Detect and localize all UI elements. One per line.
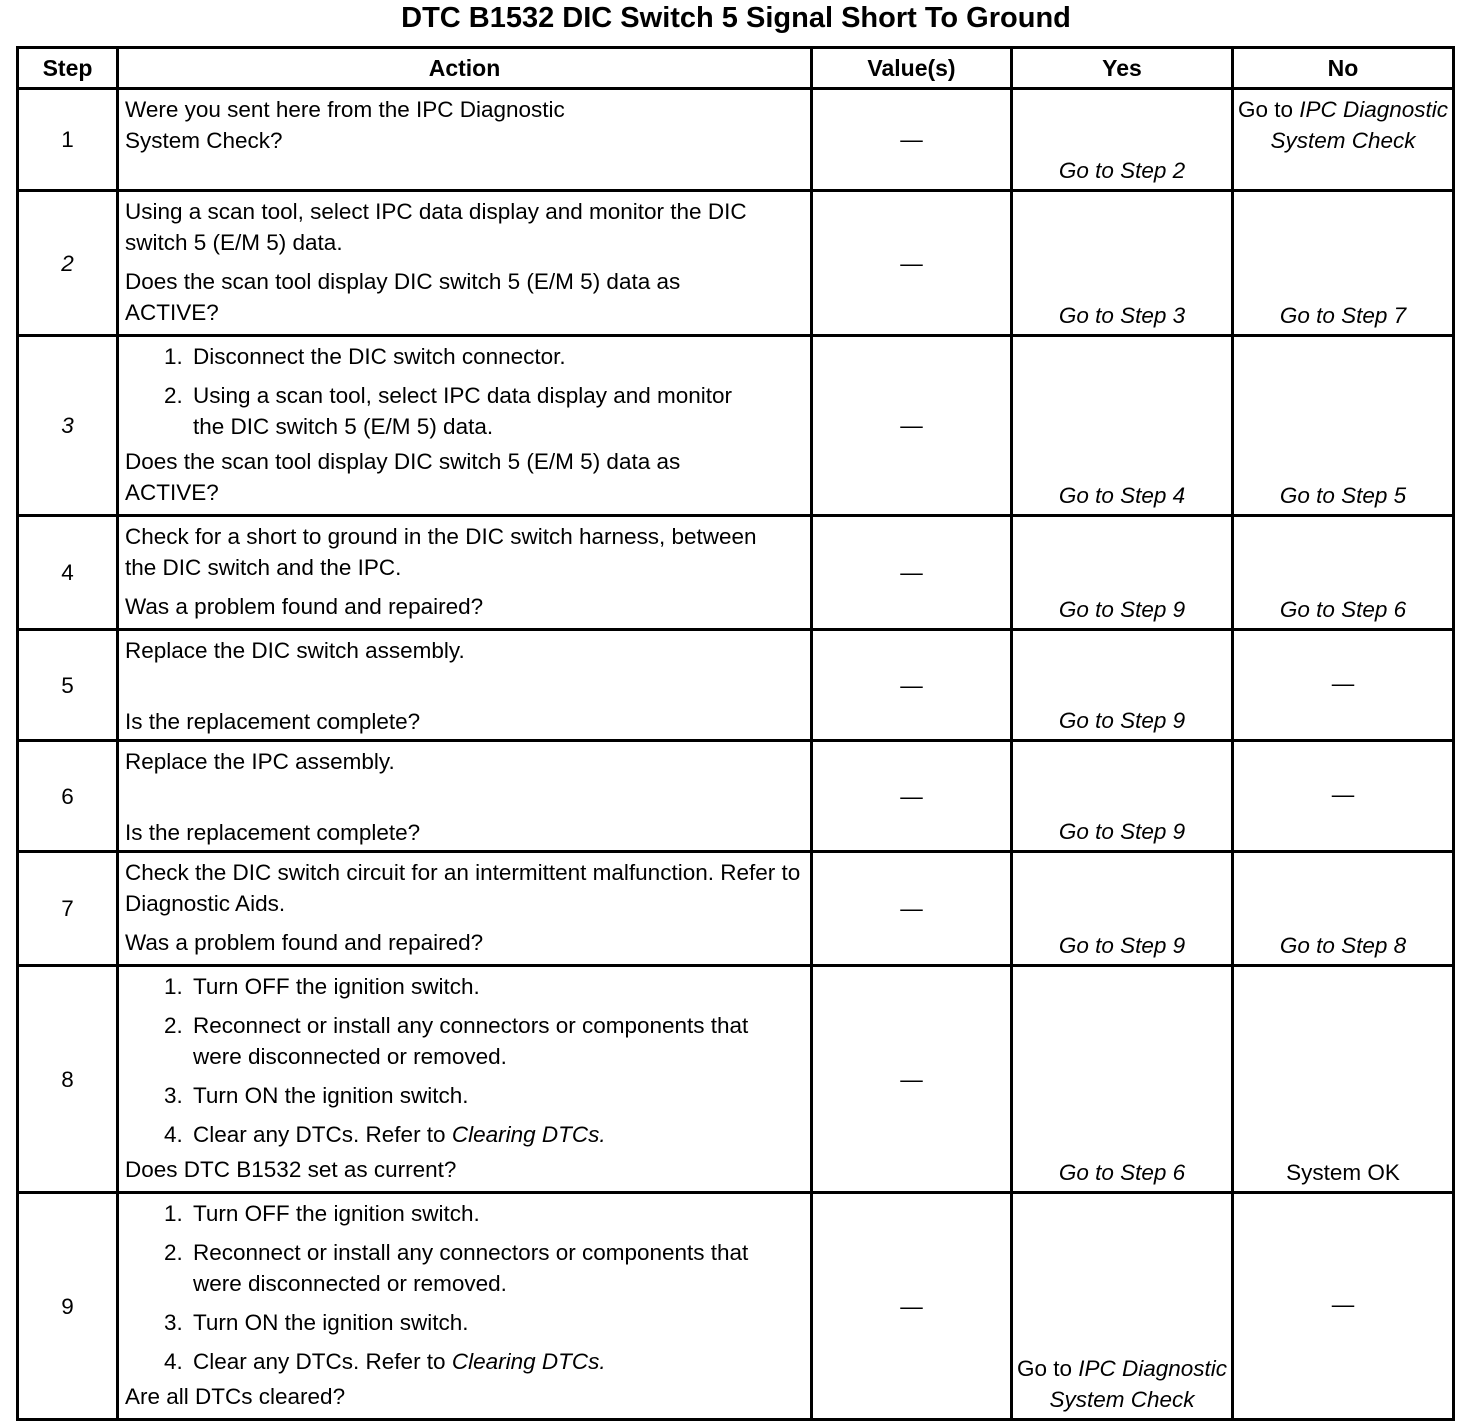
no-cell: —	[1233, 741, 1454, 852]
action-question: Is the replacement complete?	[125, 820, 421, 845]
step-number: 7	[18, 852, 118, 966]
value-cell: —	[812, 336, 1012, 516]
step-number: 4	[18, 516, 118, 630]
action-cell	[118, 336, 812, 516]
table-row	[18, 852, 1454, 966]
step-number: 9	[18, 1193, 118, 1420]
list-item-prefix: Clear any DTCs. Refer to	[193, 1349, 452, 1374]
yes-cell: Go to Step 9	[1012, 852, 1233, 966]
action-cell	[118, 630, 812, 741]
no-cell: System OK	[1233, 966, 1454, 1193]
header-step: Step	[18, 48, 118, 89]
yes-cell: Go to Step 9	[1012, 741, 1233, 852]
table-row	[18, 966, 1454, 1193]
list-item	[189, 1119, 804, 1150]
no-cell	[1233, 89, 1454, 191]
action-question: Are all DTCs cleared?	[125, 1384, 346, 1409]
action-question: Was a problem found and repaired?	[125, 930, 484, 955]
value-cell: —	[812, 966, 1012, 1193]
step-number: 8	[18, 966, 118, 1193]
value-cell: —	[812, 89, 1012, 191]
action-cell	[118, 1193, 812, 1420]
instruction-list	[125, 341, 804, 442]
action-text: Check for a short to ground in the DIC switch harness, between the DIC switch and the IPC.	[125, 524, 757, 580]
value-cell: —	[812, 630, 1012, 741]
no-link: IPC Diagnostic System Check	[1270, 97, 1449, 153]
action-question: Was a problem found and repaired?	[125, 594, 484, 619]
no-prefix: Go to	[1237, 97, 1300, 122]
page-title: DTC B1532 DIC Switch 5 Signal Short To Ground	[401, 2, 1071, 34]
step-number: 5	[18, 630, 118, 741]
table-row	[18, 191, 1454, 336]
no-cell: Go to Step 8	[1233, 852, 1454, 966]
action-stack	[125, 635, 804, 737]
action-cell	[118, 191, 812, 336]
list-item-prefix: Clear any DTCs. Refer to	[193, 1122, 452, 1147]
list-item: 2. Reconnect or install any connectors or components that were disconnected or removed.	[189, 1237, 804, 1299]
instruction-list	[125, 1198, 804, 1377]
clearing-dtcs-link: Clearing DTCs.	[451, 1122, 606, 1147]
yes-cell: Go to Step 6	[1012, 966, 1233, 1193]
header-values: Value(s)	[812, 48, 1012, 89]
header-action: Action	[118, 48, 812, 89]
value-cell: —	[812, 1193, 1012, 1420]
yes-cell: Go to Step 9	[1012, 630, 1233, 741]
action-text: Replace the DIC switch assembly.	[125, 638, 465, 663]
yes-cell: Go to Step 2	[1012, 89, 1233, 191]
diagnostic-table	[16, 46, 1455, 1421]
action-stack	[125, 746, 804, 848]
table-row	[18, 89, 1454, 191]
action-cell	[118, 89, 812, 191]
step-number: 3	[18, 336, 118, 516]
yes-cell: Go to Step 9	[1012, 516, 1233, 630]
no-cell: —	[1233, 1193, 1454, 1420]
step-number: 6	[18, 741, 118, 852]
table-header-row	[18, 48, 1454, 89]
table-row	[18, 630, 1454, 741]
yes-cell	[1012, 1193, 1233, 1420]
table-row	[18, 516, 1454, 630]
value-cell: —	[812, 741, 1012, 852]
step-number: 2	[18, 191, 118, 336]
action-cell	[118, 852, 812, 966]
clearing-dtcs-link: Clearing DTCs.	[451, 1349, 606, 1374]
header-yes: Yes	[1012, 48, 1233, 89]
action-question: Is the replacement complete?	[125, 709, 421, 734]
list-item: 2. Reconnect or install any connectors or components that were disconnected or removed.	[189, 1010, 804, 1072]
list-item: 1. Turn OFF the ignition switch.	[189, 1198, 804, 1229]
table-row	[18, 1193, 1454, 1420]
list-item	[189, 1346, 804, 1377]
value-cell: —	[812, 516, 1012, 630]
list-item: 1. Disconnect the DIC switch connector.	[189, 341, 804, 372]
action-text: Were you sent here from the IPC Diagnostic System Check?	[125, 97, 565, 153]
value-cell: —	[812, 191, 1012, 336]
instruction-list	[125, 971, 804, 1150]
list-item: 3. Turn ON the ignition switch.	[189, 1080, 804, 1111]
list-item: 3. Turn ON the ignition switch.	[189, 1307, 804, 1338]
action-text: Check the DIC switch circuit for an intermittent malfunction. Refer to Diagnostic Aids.	[125, 860, 801, 916]
no-cell: Go to Step 5	[1233, 336, 1454, 516]
action-cell	[118, 966, 812, 1193]
no-cell: Go to Step 7	[1233, 191, 1454, 336]
no-cell: Go to Step 6	[1233, 516, 1454, 630]
action-cell	[118, 516, 812, 630]
action-question: Does the scan tool display DIC switch 5 (E/M 5) data as ACTIVE?	[125, 449, 681, 505]
list-item: 2. Using a scan tool, select IPC data display and monitor the DIC switch 5 (E/M 5) data.	[189, 380, 804, 442]
action-cell	[118, 741, 812, 852]
yes-cell: Go to Step 3	[1012, 191, 1233, 336]
action-text: Using a scan tool, select IPC data display and monitor the DIC switch 5 (E/M 5) data.	[125, 199, 747, 255]
yes-prefix: Go to	[1016, 1356, 1079, 1381]
no-cell: —	[1233, 630, 1454, 741]
table-row	[18, 336, 1454, 516]
action-text: Replace the IPC assembly.	[125, 749, 395, 774]
action-question: Does the scan tool display DIC switch 5 (E/M 5) data as ACTIVE?	[125, 269, 681, 325]
yes-cell: Go to Step 4	[1012, 336, 1233, 516]
step-number: 1	[18, 89, 118, 191]
value-cell: —	[812, 852, 1012, 966]
list-item: 1. Turn OFF the ignition switch.	[189, 971, 804, 1002]
yes-link: IPC Diagnostic System Check	[1049, 1356, 1228, 1412]
action-question: Does DTC B1532 set as current?	[125, 1157, 457, 1182]
table-row	[18, 741, 1454, 852]
header-no: No	[1233, 48, 1454, 89]
